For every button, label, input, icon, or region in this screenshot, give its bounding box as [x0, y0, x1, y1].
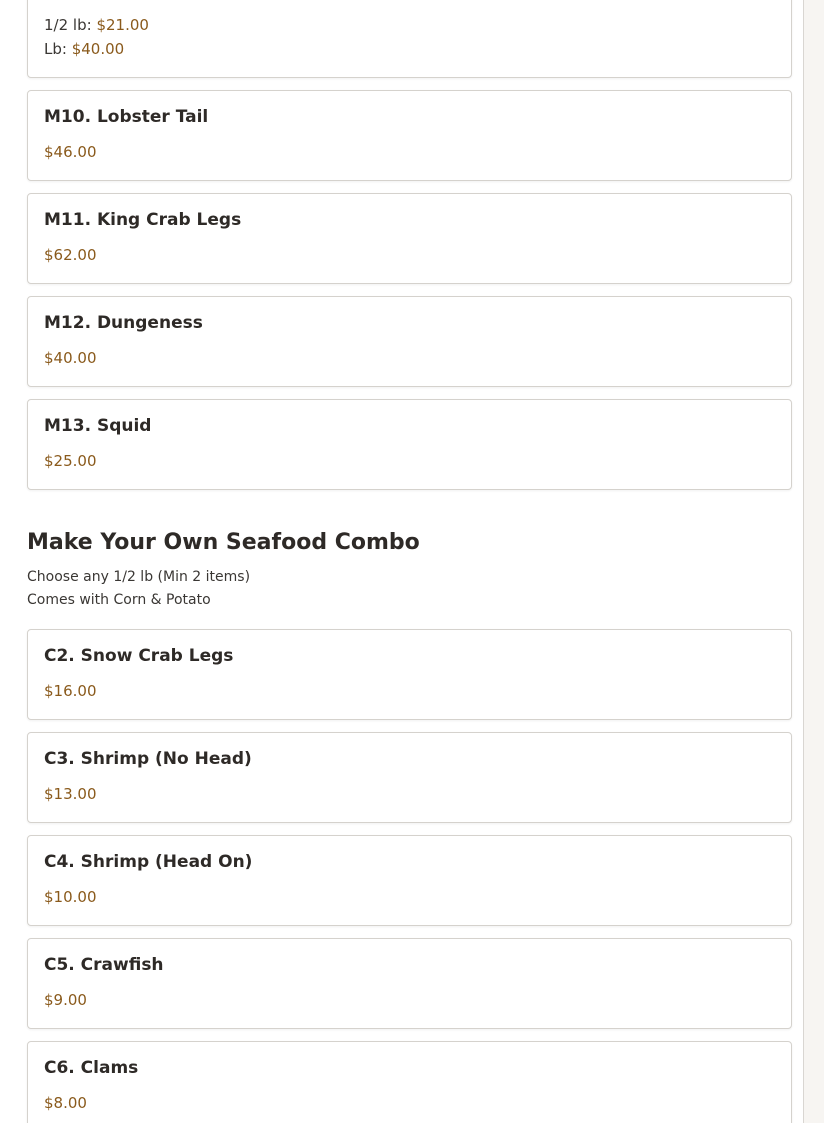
menu-item-name: C6. Clams [44, 1058, 139, 1078]
menu-item-price: $13.00 [44, 785, 97, 803]
menu-item-card[interactable] [27, 938, 792, 1029]
menu-item-price: $40.00 [44, 349, 97, 367]
price-option-label: Lb: [44, 40, 67, 58]
menu-item-card[interactable] [27, 90, 792, 181]
menu-item-name: M13. Squid [44, 416, 152, 436]
price-option-label: 1/2 lb: [44, 16, 92, 34]
menu-item-name: C3. Shrimp (No Head) [44, 749, 252, 769]
menu-item-card[interactable] [27, 193, 792, 284]
menu-item-price: $10.00 [44, 888, 97, 906]
price-option-half-lb [44, 16, 149, 34]
section-title: Make Your Own Seafood Combo [27, 530, 420, 555]
menu-item-card[interactable] [27, 732, 792, 823]
price-option-value: $21.00 [96, 16, 149, 34]
menu-item-name: M11. King Crab Legs [44, 210, 242, 230]
section-description: Choose any 1/2 lb (Min 2 items) [27, 569, 251, 585]
menu-item-name: C2. Snow Crab Legs [44, 646, 234, 666]
menu-item-card[interactable] [27, 399, 792, 490]
menu-item-price: $16.00 [44, 682, 97, 700]
menu-item-price: $9.00 [44, 991, 87, 1009]
section-description: Comes with Corn & Potato [27, 592, 211, 608]
menu-item-price: $8.00 [44, 1094, 87, 1112]
menu-item-name: C4. Shrimp (Head On) [44, 852, 253, 872]
menu-item-price: $46.00 [44, 143, 97, 161]
menu-item-name: C5. Crawfish [44, 955, 164, 975]
menu-item-name: M12. Dungeness [44, 313, 203, 333]
price-option-lb [44, 40, 124, 58]
menu-item-price: $25.00 [44, 452, 97, 470]
menu-item-card[interactable] [27, 296, 792, 387]
menu-item-card[interactable] [27, 629, 792, 720]
menu-item-name: M10. Lobster Tail [44, 107, 209, 127]
menu-item-card[interactable] [27, 0, 792, 78]
menu-item-card[interactable] [27, 1041, 792, 1123]
menu-item-card[interactable] [27, 835, 792, 926]
price-option-value: $40.00 [71, 40, 125, 58]
menu-item-price: $62.00 [44, 246, 97, 264]
